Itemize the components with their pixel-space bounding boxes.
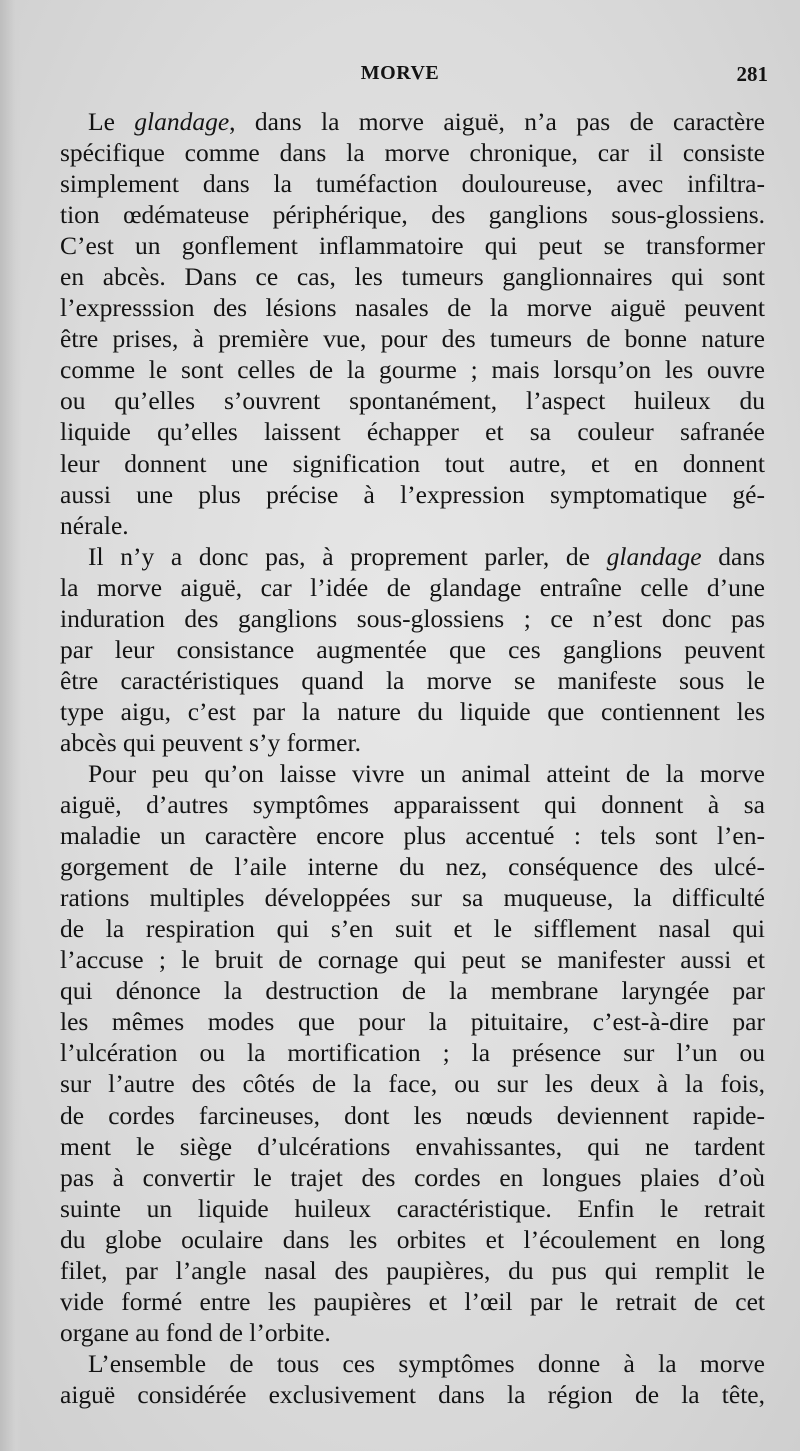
text-line: [60, 479, 765, 510]
text-run: les mêmes modes que pour la pituitaire, c’est-à-dire par: [60, 1007, 765, 1037]
text-run: aiguë, d’autres symptômes apparaissent qui donnent à sa: [60, 790, 765, 820]
text-line: [60, 1379, 765, 1410]
text-run: vide formé entre les paupières et l’œil par le retrait de cet: [60, 1286, 765, 1316]
page-header: [0, 62, 800, 92]
text-run: Le: [88, 107, 135, 136]
text-run: l’accuse ; le bruit de cornage qui peut se manifester aussi et: [60, 945, 765, 975]
text-line: [60, 1100, 765, 1131]
text-line: [60, 1224, 765, 1255]
text-run: par leur consistance augmentée que ces ganglions peuvent: [60, 634, 765, 664]
italic-term: glandage: [606, 541, 702, 571]
text-line: [60, 1131, 765, 1162]
text-line: [60, 882, 765, 913]
text-run: nérale.: [60, 510, 129, 540]
text-run: dans: [701, 541, 765, 571]
text-line: [60, 510, 765, 541]
text-line: [60, 789, 765, 820]
text-line: [60, 1193, 765, 1224]
text-run: gorgement de l’aile interne du nez, conséquence des ulcé-: [60, 852, 765, 882]
text-run: simplement dans la tuméfaction douloureuse, avec infiltra-: [60, 169, 765, 199]
text-line: [60, 106, 765, 137]
text-run: induration des ganglions sous-glossiens ; ce n’est donc pas: [60, 603, 765, 633]
text-run: leur donnent une signification tout autre, et en donnent: [60, 448, 765, 478]
text-line: [60, 603, 765, 634]
binding-edge: [0, 0, 22, 1451]
text-line: [60, 385, 765, 416]
text-run: C’est un gonflement inflammatoire qui peut se transformer: [60, 231, 765, 261]
text-run: en abcès. Dans ce cas, les tumeurs ganglionnaires qui sont: [60, 262, 765, 292]
text-line: [60, 199, 765, 230]
running-title: MORVE: [360, 62, 440, 84]
text-line: [60, 354, 765, 385]
text-line: [60, 1348, 765, 1379]
text-run: de cordes farcineuses, dont les nœuds deviennent rapide-: [60, 1100, 765, 1130]
text-line: [60, 323, 765, 354]
text-run: maladie un caractère encore plus accentué : tels sont l’en-: [60, 821, 765, 851]
text-run: spécifique comme dans la morve chronique, car il consiste: [60, 138, 765, 168]
text-line: [60, 1317, 765, 1348]
text-line: [60, 1068, 765, 1099]
text-run: Pour peu qu’on laisse vivre un animal atteint de la morve: [88, 758, 765, 788]
text-run: sur l’autre des côtés de la face, ou sur les deux à la fois,: [60, 1069, 765, 1099]
text-run: ment le siège d’ulcérations envahissantes, qui ne tardent: [60, 1131, 765, 1161]
text-line: [60, 665, 765, 696]
text-line: [60, 758, 765, 789]
text-line: [60, 975, 765, 1006]
text-run: suinte un liquide huileux caractéristique. Enfin le retrait: [60, 1193, 765, 1223]
text-run: l’expresssion des lésions nasales de la morve aiguë peuvent: [60, 293, 765, 323]
text-run: ou qu’elles s’ouvrent spontanément, l’aspect huileux du: [60, 386, 765, 416]
text-line: [60, 1037, 765, 1068]
text-line: [60, 820, 765, 851]
text-run: abcès qui peuvent s’y former.: [60, 727, 361, 757]
text-line: [60, 696, 765, 727]
text-run: comme le sont celles de la gourme ; mais lorsqu’on les ouvre: [60, 355, 765, 385]
text-run: organe au fond de l’orbite.: [60, 1317, 331, 1347]
text-run: aiguë considérée exclusivement dans la région de la tête,: [60, 1379, 765, 1409]
text-run: liquide qu’elles laissent échapper et sa couleur safranée: [60, 417, 765, 447]
text-run: être caractéristiques quand la morve se manifeste sous le: [60, 665, 765, 695]
text-line: [60, 448, 765, 479]
text-line: [60, 944, 765, 975]
text-run: l’ulcération ou la mortification ; la présence sur l’un ou: [60, 1038, 765, 1068]
text-run: la morve aiguë, car l’idée de glandage entraîne celle d’une: [60, 572, 765, 602]
text-run: pas à convertir le trajet des cordes en longues plaies d’où: [60, 1162, 765, 1192]
text-line: [60, 851, 765, 882]
text-run: L’ensemble de tous ces symptômes donne à la morve: [88, 1348, 765, 1378]
text-line: [60, 416, 765, 447]
text-run: Il n’y a donc pas, à proprement parler, de: [88, 541, 607, 571]
text-line: [60, 541, 765, 572]
text-line: [60, 261, 765, 292]
text-line: [60, 292, 765, 323]
text-run: , dans la morve aiguë, n’a pas de caractère: [229, 107, 765, 136]
text-run: aussi une plus précise à l’expression symptomatique gé-: [60, 479, 765, 509]
italic-term: glandage: [134, 107, 230, 136]
text-line: [60, 634, 765, 665]
text-line: [60, 727, 765, 758]
text-run: tion œdémateuse périphérique, des ganglions sous-glossiens.: [60, 200, 765, 230]
page-number: 281: [736, 62, 768, 86]
text-run: qui dénonce la destruction de la membrane laryngée par: [60, 976, 765, 1006]
text-run: de la respiration qui s’en suit et le sifflement nasal qui: [60, 914, 765, 944]
text-line: [60, 572, 765, 603]
text-line: [60, 137, 765, 168]
body-text: [60, 106, 765, 1410]
text-run: filet, par l’angle nasal des paupières, du pus qui remplit le: [60, 1255, 765, 1285]
text-line: [60, 1255, 765, 1286]
text-line: [60, 230, 765, 261]
text-run: du globe oculaire dans les orbites et l’écoulement en long: [60, 1224, 765, 1254]
text-run: type aigu, c’est par la nature du liquide que contiennent les: [60, 696, 765, 726]
text-line: [60, 1286, 765, 1317]
text-run: être prises, à première vue, pour des tumeurs de bonne nature: [60, 324, 765, 354]
text-line: [60, 913, 765, 944]
text-line: [60, 1006, 765, 1037]
text-run: rations multiples développées sur sa muqueuse, la difficulté: [60, 883, 765, 913]
text-line: [60, 1162, 765, 1193]
text-line: [60, 168, 765, 199]
